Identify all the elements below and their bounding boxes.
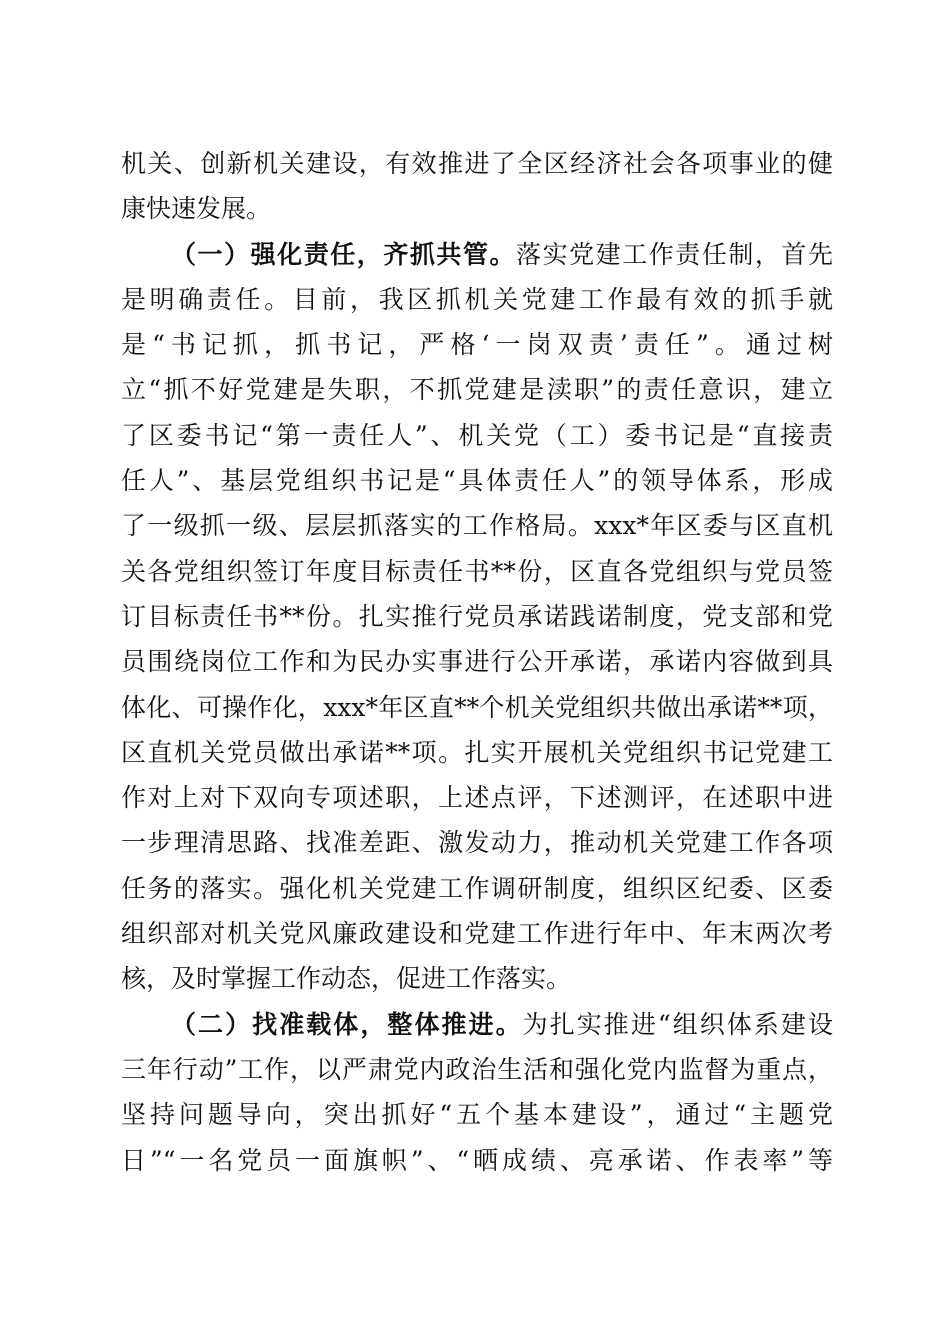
- section-1-heading: （一）强化责任，齐抓共管。: [171, 239, 517, 269]
- body-line: 区直机关党员做出承诺**项。扎实开展机关党组织书记党建工: [121, 737, 833, 767]
- body-line: 一步理清思路、找准差距、激发动力，推动机关党建工作各项: [121, 828, 833, 858]
- section-1-first-line: [121, 232, 833, 277]
- body-line: 作对上对下双向专项述职，上述点评，下述测评，在述职中进: [121, 783, 833, 813]
- body-line: 了一级抓一级、层层抓落实的工作格局。xxx*年区委与区直机: [121, 511, 833, 541]
- body-line: 体化、可操作化，xxx*年区直**个机关党组织共做出承诺**项，: [121, 692, 833, 722]
- body-line: 关各党组织签订年度目标责任书**份，区直各党组织与党员签: [121, 556, 833, 586]
- body-line: 日”“一名党员一面旗帜”、“晒成绩、亮承诺、作表率”等: [121, 1145, 833, 1175]
- body-line: 了区委书记“第一责任人”、机关党（工）委书记是“直接责: [121, 420, 833, 450]
- body-line: 任务的落实。强化机关党建工作调研制度，组织区纪委、区委: [121, 873, 833, 903]
- body-line: 是明确责任。目前，我区抓机关党建工作最有效的抓手就: [121, 284, 833, 314]
- body-line: 是“书记抓，抓书记，严格‘一岗双责’责任”。通过树: [121, 330, 833, 360]
- body-line: 核，及时掌握工作动态，促进工作落实。: [121, 964, 572, 994]
- body-line: 任人”、基层党组织书记是“具体责任人”的领导体系，形成: [121, 466, 833, 496]
- section-1-text: 落实党建工作责任制，首先: [516, 239, 833, 269]
- body-line: 员围绕岗位工作和为民办实事进行公开承诺，承诺内容做到具: [121, 647, 833, 677]
- body-line: 组织部对机关党风廉政建设和党建工作进行年中、年末两次考: [121, 919, 833, 949]
- body-line: 三年行动”工作，以严肃党内政治生活和强化党内监督为重点，: [121, 1054, 833, 1084]
- body-line: 康快速发展。: [121, 194, 272, 224]
- body-line: 立“抓不好党建是失职，不抓党建是渎职”的责任意识，建立: [121, 375, 833, 405]
- section-2-heading: （二）找准载体，整体推进。: [171, 1009, 523, 1039]
- body-line: 订目标责任书**份。扎实推行党员承诺践诺制度，党支部和党: [121, 601, 833, 631]
- document-body: [121, 141, 833, 1183]
- body-line: 机关、创新机关建设，有效推进了全区经济社会各项事业的健: [121, 149, 833, 178]
- section-2-first-line: [121, 1002, 833, 1047]
- body-line: 坚持问题导向，突出抓好“五个基本建设”，通过“主题党: [121, 1100, 833, 1130]
- section-2-text: 为扎实推进“组织体系建设: [522, 1009, 833, 1039]
